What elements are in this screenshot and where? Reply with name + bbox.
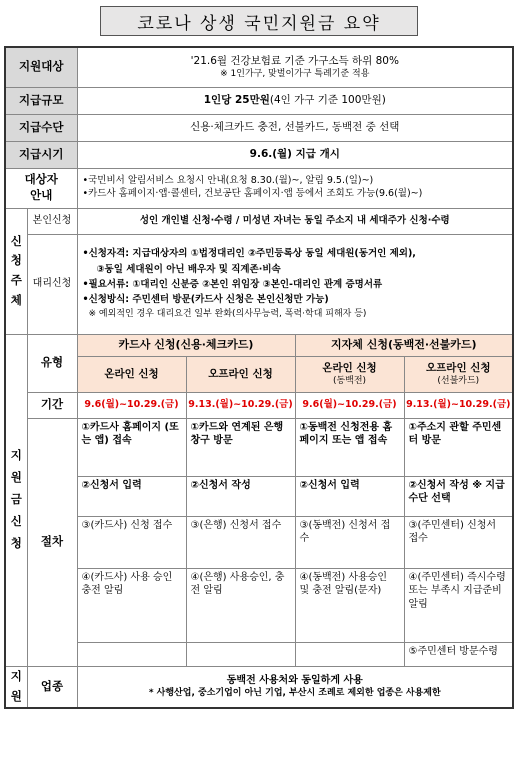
row-step-1 xyxy=(5,418,513,476)
label-notice-1: 대상자 xyxy=(24,172,58,187)
scale-main: 1인당 25만원 xyxy=(203,94,270,107)
label-type: 유형 xyxy=(27,334,77,392)
label-use: 업종 xyxy=(27,666,77,708)
proxy-line3: •필요서류: ①대리인 신분증 ②본인 위임장 ③본인-대리인 관계 증명서류 xyxy=(82,278,383,290)
method-text: 신용·체크카드 충전, 선불카드, 동백전 중 선택 xyxy=(77,114,513,141)
self-text: 성인 개인별 신청·수령 / 미성년 자녀는 동일 주소지 내 세대주가 신청·수령 xyxy=(77,208,513,234)
step-1-4: ④(카드사) 사용 승인 충전 알림 xyxy=(77,568,186,642)
row-self xyxy=(5,208,513,234)
col-card-online: 온라인 신청 xyxy=(77,356,186,392)
step-4-5: ⑤주민센터 방문수령 xyxy=(404,642,513,666)
col-card-offline: 오프라인 신청 xyxy=(186,356,295,392)
period-card-offline: 9.13.(월)~10.29.(금) xyxy=(186,392,295,418)
col-local-offline: 오프라인 신청 (선불카드) xyxy=(404,356,513,392)
row-method xyxy=(5,114,513,141)
step-3-3: ③(동백전) 신청서 접수 xyxy=(295,516,404,568)
use-line2: * 사행산업, 중소기업이 아닌 기업, 부산시 조례로 제외한 업종은 사용제한 xyxy=(148,688,441,699)
local-header: 지자체 신청(동백전·선불카드) xyxy=(295,334,513,356)
page-title: 코로나 상생 국민지원금 요약 xyxy=(100,6,418,36)
row-step-5 xyxy=(5,642,513,666)
step-4-1: ①주소지 관할 주민센터 방문 xyxy=(404,418,513,476)
proxy-line2: ③동일 세대원이 아닌 배우자 및 직계존·비속 xyxy=(96,263,281,275)
proxy-line1: •신청자격: 지급대상자의 ①법정대리인 ②주민등록상 동일 세대원(동거인 제외), xyxy=(82,248,416,260)
step-4-3: ③(주민센터) 신청서 접수 xyxy=(404,516,513,568)
period-local-online: 9.6(월)~10.29.(금) xyxy=(295,392,404,418)
notice-line2: •카드사 홈페이지·앱·콜센터, 건보공단 홈페이지·앱 등에서 조회도 가능(9.6(월)~) xyxy=(82,188,423,199)
label-method: 지급수단 xyxy=(5,114,77,141)
target-line1: '21.6월 건강보험료 기준 가구소득 하위 80% xyxy=(190,55,399,68)
use-line1: 동백전 사용처와 동일하게 사용 xyxy=(226,674,363,686)
step-2-4: ④(은행) 사용승인, 충전 알림 xyxy=(186,568,295,642)
row-timing xyxy=(5,141,513,168)
summary-table xyxy=(4,46,514,709)
row-type-cols xyxy=(5,356,513,392)
row-target xyxy=(5,47,513,87)
row-use xyxy=(5,666,513,708)
timing-text: 9.6.(월) 지급 개시 xyxy=(77,141,513,168)
step-3-2: ②신청서 입력 xyxy=(295,476,404,516)
row-step-2 xyxy=(5,476,513,516)
step-2-5 xyxy=(186,642,295,666)
step-4-4: ④(주민센터) 즉시수령 또는 부족시 지급준비 알림 xyxy=(404,568,513,642)
step-3-1: ①동백전 신청전용 홈페이지 또는 앱 접속 xyxy=(295,418,404,476)
row-period xyxy=(5,392,513,418)
card-header: 카드사 신청(신용·체크카드) xyxy=(77,334,295,356)
row-notice xyxy=(5,168,513,208)
label-period: 기간 xyxy=(27,392,77,418)
row-proxy xyxy=(5,234,513,334)
row-type-header xyxy=(5,334,513,356)
row-scale xyxy=(5,87,513,114)
step-2-2: ②신청서 작성 xyxy=(186,476,295,516)
col-local-online: 온라인 신청 (동백전) xyxy=(295,356,404,392)
period-local-offline: 9.13.(월)~10.29.(금) xyxy=(404,392,513,418)
step-2-3: ③(은행) 신청서 접수 xyxy=(186,516,295,568)
step-1-3: ③(카드사) 신청 접수 xyxy=(77,516,186,568)
scale-note: (4인 가구 기준 100만원) xyxy=(269,94,386,107)
label-target: 지원대상 xyxy=(5,47,77,87)
label-use-v: 지원 xyxy=(5,666,27,708)
label-notice-2: 안내 xyxy=(30,188,53,202)
label-subject: 신청주체 xyxy=(5,208,27,334)
step-1-1: ①카드사 홈페이지 (또는 앱) 접속 xyxy=(77,418,186,476)
target-line2: ※ 1인가구, 맞벌이가구 특례기준 적용 xyxy=(220,69,370,80)
label-scale: 지급규모 xyxy=(5,87,77,114)
proxy-line4: •신청방식: 주민센터 방문(카드사 신청은 본인신청만 가능) xyxy=(82,293,329,305)
step-3-4: ④(동백전) 사용승인 및 충전 알림(문자) xyxy=(295,568,404,642)
row-step-4 xyxy=(5,568,513,642)
period-card-online: 9.6(월)~10.29.(금) xyxy=(77,392,186,418)
step-2-1: ①카드와 연계된 은행창구 방문 xyxy=(186,418,295,476)
label-proc: 절차 xyxy=(27,418,77,666)
row-step-3 xyxy=(5,516,513,568)
label-apply: 지원금신청 xyxy=(5,334,27,666)
proxy-line5: ※ 예외적인 경우 대리요건 일부 완화(의사무능력, 폭력·학대 피해자 등) xyxy=(88,309,367,320)
label-self: 본인신청 xyxy=(27,208,77,234)
step-1-5 xyxy=(77,642,186,666)
step-3-5 xyxy=(295,642,404,666)
notice-line1: •국민비서 알림서비스 요청시 안내(요청 8.30.(월)~, 알림 9.5.(일)~) xyxy=(82,175,374,187)
label-proxy: 대리신청 xyxy=(27,234,77,334)
label-timing: 지급시기 xyxy=(5,141,77,168)
step-1-2: ②신청서 입력 xyxy=(77,476,186,516)
step-4-2: ②신청서 작성 ※ 지급수단 선택 xyxy=(404,476,513,516)
